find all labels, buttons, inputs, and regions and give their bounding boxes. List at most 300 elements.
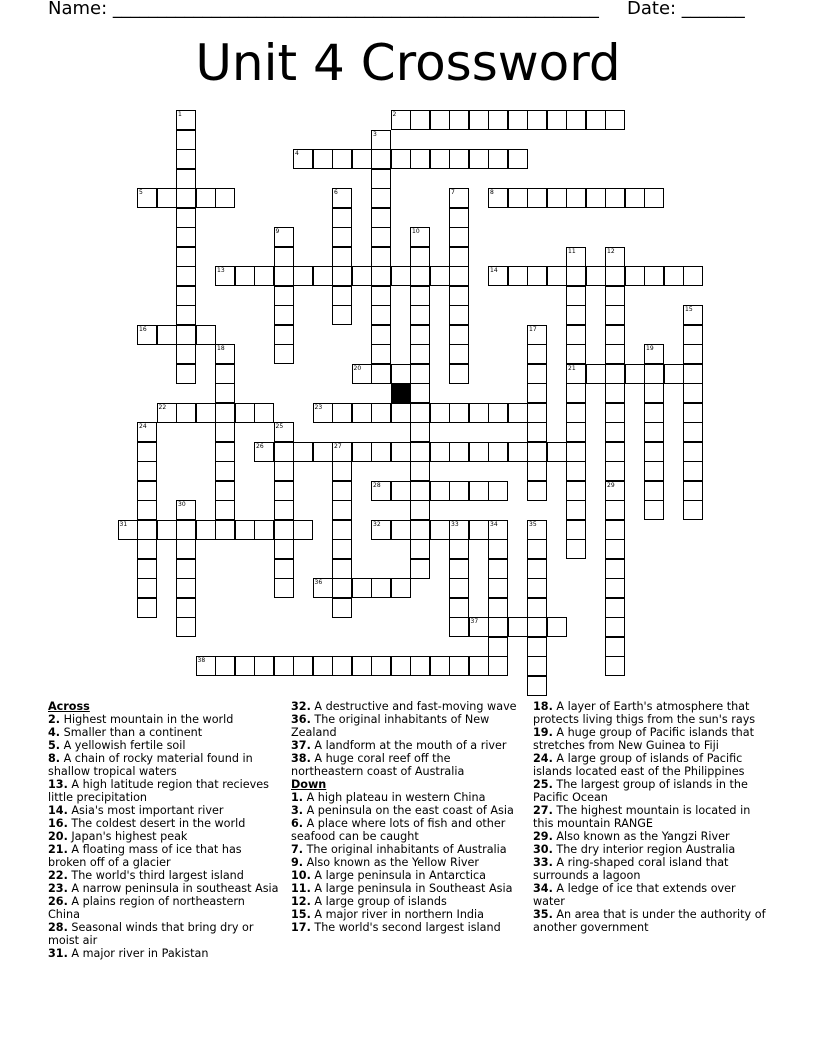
grid-cell[interactable] bbox=[410, 383, 430, 403]
grid-cell[interactable] bbox=[449, 481, 469, 501]
grid-cell[interactable] bbox=[527, 383, 547, 403]
grid-cell[interactable] bbox=[683, 442, 703, 462]
grid-cell[interactable] bbox=[176, 617, 196, 637]
grid-cell[interactable] bbox=[644, 364, 664, 384]
grid-cell[interactable] bbox=[235, 266, 255, 286]
grid-cell[interactable] bbox=[410, 520, 430, 540]
grid-cell[interactable] bbox=[430, 149, 450, 169]
grid-cell[interactable] bbox=[215, 500, 235, 520]
grid-cell[interactable] bbox=[410, 481, 430, 501]
grid-cell[interactable] bbox=[410, 305, 430, 325]
grid-cell[interactable] bbox=[605, 656, 625, 676]
grid-cell[interactable] bbox=[410, 149, 430, 169]
grid-cell[interactable] bbox=[215, 266, 235, 286]
grid-cell[interactable] bbox=[605, 559, 625, 579]
grid-cell[interactable] bbox=[488, 110, 508, 130]
grid-cell[interactable] bbox=[176, 598, 196, 618]
grid-cell[interactable] bbox=[332, 266, 352, 286]
grid-cell[interactable] bbox=[566, 364, 586, 384]
grid-cell[interactable] bbox=[215, 188, 235, 208]
grid-cell[interactable] bbox=[508, 403, 528, 423]
grid-cell[interactable] bbox=[176, 520, 196, 540]
grid-cell[interactable] bbox=[137, 598, 157, 618]
grid-cell[interactable] bbox=[332, 520, 352, 540]
grid-cell[interactable] bbox=[332, 539, 352, 559]
grid-cell[interactable] bbox=[410, 364, 430, 384]
grid-cell[interactable] bbox=[332, 500, 352, 520]
grid-cell[interactable] bbox=[332, 559, 352, 579]
grid-cell[interactable] bbox=[137, 578, 157, 598]
grid-cell[interactable] bbox=[449, 325, 469, 345]
grid-cell[interactable] bbox=[644, 188, 664, 208]
grid-cell[interactable] bbox=[176, 305, 196, 325]
grid-cell[interactable] bbox=[371, 227, 391, 247]
grid-cell[interactable] bbox=[176, 227, 196, 247]
grid-cell[interactable] bbox=[644, 481, 664, 501]
grid-cell[interactable] bbox=[605, 110, 625, 130]
grid-cell[interactable] bbox=[352, 578, 372, 598]
grid-cell[interactable] bbox=[644, 266, 664, 286]
grid-cell[interactable] bbox=[644, 403, 664, 423]
grid-cell[interactable] bbox=[430, 110, 450, 130]
grid-cell[interactable] bbox=[274, 500, 294, 520]
grid-cell[interactable] bbox=[137, 325, 157, 345]
grid-cell[interactable] bbox=[527, 344, 547, 364]
grid-cell[interactable] bbox=[215, 520, 235, 540]
grid-cell[interactable] bbox=[566, 520, 586, 540]
grid-cell[interactable] bbox=[449, 344, 469, 364]
grid-cell[interactable] bbox=[566, 266, 586, 286]
grid-cell[interactable] bbox=[469, 403, 489, 423]
grid-cell[interactable] bbox=[586, 364, 606, 384]
grid-cell[interactable] bbox=[527, 442, 547, 462]
grid-cell[interactable] bbox=[157, 520, 177, 540]
grid-cell[interactable] bbox=[508, 617, 528, 637]
grid-cell[interactable] bbox=[566, 247, 586, 267]
grid-cell[interactable] bbox=[371, 442, 391, 462]
grid-cell[interactable] bbox=[137, 481, 157, 501]
grid-cell[interactable] bbox=[488, 637, 508, 657]
grid-cell[interactable] bbox=[605, 305, 625, 325]
grid-cell[interactable] bbox=[527, 481, 547, 501]
grid-cell[interactable] bbox=[410, 539, 430, 559]
grid-cell[interactable] bbox=[410, 344, 430, 364]
grid-cell[interactable] bbox=[410, 325, 430, 345]
grid-cell[interactable] bbox=[332, 305, 352, 325]
grid-cell[interactable] bbox=[176, 169, 196, 189]
grid-cell[interactable] bbox=[488, 578, 508, 598]
grid-cell[interactable] bbox=[391, 442, 411, 462]
grid-cell[interactable] bbox=[410, 422, 430, 442]
grid-cell[interactable] bbox=[605, 598, 625, 618]
grid-cell[interactable] bbox=[605, 500, 625, 520]
grid-cell[interactable] bbox=[274, 656, 294, 676]
grid-cell[interactable] bbox=[215, 422, 235, 442]
grid-cell[interactable] bbox=[683, 344, 703, 364]
grid-cell[interactable] bbox=[449, 520, 469, 540]
grid-cell[interactable] bbox=[430, 442, 450, 462]
grid-cell[interactable] bbox=[683, 383, 703, 403]
grid-cell[interactable] bbox=[391, 110, 411, 130]
grid-cell[interactable] bbox=[332, 403, 352, 423]
grid-cell[interactable] bbox=[644, 344, 664, 364]
grid-cell[interactable] bbox=[469, 149, 489, 169]
grid-cell[interactable] bbox=[332, 656, 352, 676]
grid-cell[interactable] bbox=[566, 442, 586, 462]
grid-cell[interactable] bbox=[586, 110, 606, 130]
grid-cell[interactable] bbox=[605, 364, 625, 384]
grid-cell[interactable] bbox=[371, 520, 391, 540]
grid-cell[interactable] bbox=[254, 442, 274, 462]
grid-cell[interactable] bbox=[527, 598, 547, 618]
grid-cell[interactable] bbox=[371, 656, 391, 676]
grid-cell[interactable] bbox=[469, 656, 489, 676]
grid-cell[interactable] bbox=[371, 305, 391, 325]
grid-cell[interactable] bbox=[352, 149, 372, 169]
grid-cell[interactable] bbox=[488, 539, 508, 559]
grid-cell[interactable] bbox=[469, 110, 489, 130]
grid-cell[interactable] bbox=[215, 461, 235, 481]
grid-cell[interactable] bbox=[449, 403, 469, 423]
grid-cell[interactable] bbox=[644, 442, 664, 462]
grid-cell[interactable] bbox=[547, 617, 567, 637]
grid-cell[interactable] bbox=[566, 539, 586, 559]
name-field[interactable]: Name: ______________________________________________________ bbox=[48, 0, 599, 19]
grid-cell[interactable] bbox=[586, 188, 606, 208]
grid-cell[interactable] bbox=[430, 266, 450, 286]
grid-cell[interactable] bbox=[215, 403, 235, 423]
grid-cell[interactable] bbox=[449, 617, 469, 637]
grid-cell[interactable] bbox=[274, 247, 294, 267]
grid-cell[interactable] bbox=[683, 403, 703, 423]
grid-cell[interactable] bbox=[196, 656, 216, 676]
grid-cell[interactable] bbox=[274, 481, 294, 501]
grid-cell[interactable] bbox=[430, 520, 450, 540]
grid-cell[interactable] bbox=[683, 325, 703, 345]
grid-cell[interactable] bbox=[566, 305, 586, 325]
grid-cell[interactable] bbox=[274, 559, 294, 579]
grid-cell[interactable] bbox=[391, 656, 411, 676]
grid-cell[interactable] bbox=[332, 286, 352, 306]
grid-cell[interactable] bbox=[371, 481, 391, 501]
grid-cell[interactable] bbox=[235, 520, 255, 540]
grid-cell[interactable] bbox=[605, 286, 625, 306]
grid-cell[interactable] bbox=[391, 481, 411, 501]
grid-cell[interactable] bbox=[664, 364, 684, 384]
grid-cell[interactable] bbox=[683, 305, 703, 325]
grid-cell[interactable] bbox=[371, 208, 391, 228]
grid-cell[interactable] bbox=[547, 266, 567, 286]
grid-cell[interactable] bbox=[137, 520, 157, 540]
grid-cell[interactable] bbox=[566, 481, 586, 501]
grid-cell[interactable] bbox=[605, 539, 625, 559]
grid-cell[interactable] bbox=[176, 286, 196, 306]
grid-cell[interactable] bbox=[391, 403, 411, 423]
grid-cell[interactable] bbox=[410, 227, 430, 247]
grid-cell[interactable] bbox=[449, 149, 469, 169]
grid-cell[interactable] bbox=[371, 344, 391, 364]
grid-cell[interactable] bbox=[118, 520, 138, 540]
grid-cell[interactable] bbox=[605, 637, 625, 657]
grid-cell[interactable] bbox=[196, 325, 216, 345]
grid-cell[interactable] bbox=[449, 247, 469, 267]
grid-cell[interactable] bbox=[371, 188, 391, 208]
grid-cell[interactable] bbox=[644, 422, 664, 442]
grid-cell[interactable] bbox=[488, 656, 508, 676]
grid-cell[interactable] bbox=[430, 403, 450, 423]
grid-cell[interactable] bbox=[644, 461, 664, 481]
grid-cell[interactable] bbox=[488, 403, 508, 423]
grid-cell[interactable] bbox=[410, 110, 430, 130]
grid-cell[interactable] bbox=[605, 442, 625, 462]
grid-cell[interactable] bbox=[527, 403, 547, 423]
grid-cell[interactable] bbox=[527, 188, 547, 208]
grid-cell[interactable] bbox=[215, 344, 235, 364]
grid-cell[interactable] bbox=[391, 364, 411, 384]
grid-cell[interactable] bbox=[332, 247, 352, 267]
grid-cell[interactable] bbox=[274, 422, 294, 442]
grid-cell[interactable] bbox=[176, 403, 196, 423]
grid-cell[interactable] bbox=[449, 286, 469, 306]
grid-cell[interactable] bbox=[605, 617, 625, 637]
grid-cell[interactable] bbox=[313, 442, 333, 462]
grid-cell[interactable] bbox=[332, 149, 352, 169]
grid-cell[interactable] bbox=[274, 461, 294, 481]
grid-cell[interactable] bbox=[566, 110, 586, 130]
date-field[interactable]: Date: _______ bbox=[627, 0, 745, 19]
grid-cell[interactable] bbox=[274, 578, 294, 598]
grid-cell[interactable] bbox=[547, 188, 567, 208]
grid-cell[interactable] bbox=[508, 110, 528, 130]
grid-cell[interactable] bbox=[371, 169, 391, 189]
grid-cell[interactable] bbox=[215, 656, 235, 676]
grid-cell[interactable] bbox=[371, 266, 391, 286]
grid-cell[interactable] bbox=[352, 403, 372, 423]
grid-cell[interactable] bbox=[605, 422, 625, 442]
grid-cell[interactable] bbox=[215, 442, 235, 462]
grid-cell[interactable] bbox=[332, 481, 352, 501]
grid-cell[interactable] bbox=[274, 227, 294, 247]
grid-cell[interactable] bbox=[625, 364, 645, 384]
grid-cell[interactable] bbox=[137, 461, 157, 481]
grid-cell[interactable] bbox=[176, 130, 196, 150]
grid-cell[interactable] bbox=[410, 247, 430, 267]
grid-cell[interactable] bbox=[527, 676, 547, 696]
grid-cell[interactable] bbox=[566, 500, 586, 520]
grid-cell[interactable] bbox=[274, 344, 294, 364]
grid-cell[interactable] bbox=[137, 442, 157, 462]
grid-cell[interactable] bbox=[605, 578, 625, 598]
grid-cell[interactable] bbox=[488, 188, 508, 208]
grid-cell[interactable] bbox=[410, 286, 430, 306]
grid-cell[interactable] bbox=[176, 149, 196, 169]
grid-cell[interactable] bbox=[410, 559, 430, 579]
grid-cell[interactable] bbox=[449, 578, 469, 598]
grid-cell[interactable] bbox=[254, 266, 274, 286]
grid-cell[interactable] bbox=[449, 305, 469, 325]
grid-cell[interactable] bbox=[683, 461, 703, 481]
grid-cell[interactable] bbox=[391, 266, 411, 286]
grid-cell[interactable] bbox=[527, 325, 547, 345]
grid-cell[interactable] bbox=[449, 266, 469, 286]
grid-cell[interactable] bbox=[391, 149, 411, 169]
grid-cell[interactable] bbox=[488, 442, 508, 462]
grid-cell[interactable] bbox=[332, 208, 352, 228]
grid-cell[interactable] bbox=[254, 656, 274, 676]
grid-cell[interactable] bbox=[196, 403, 216, 423]
grid-cell[interactable] bbox=[235, 403, 255, 423]
grid-cell[interactable] bbox=[371, 578, 391, 598]
grid-cell[interactable] bbox=[176, 188, 196, 208]
grid-cell[interactable] bbox=[683, 481, 703, 501]
grid-cell[interactable] bbox=[196, 188, 216, 208]
grid-cell[interactable] bbox=[683, 364, 703, 384]
grid-cell[interactable] bbox=[371, 130, 391, 150]
grid-cell[interactable] bbox=[332, 461, 352, 481]
grid-cell[interactable] bbox=[605, 247, 625, 267]
grid-cell[interactable] bbox=[332, 442, 352, 462]
grid-cell[interactable] bbox=[157, 403, 177, 423]
grid-cell[interactable] bbox=[137, 188, 157, 208]
grid-cell[interactable] bbox=[664, 266, 684, 286]
grid-cell[interactable] bbox=[176, 208, 196, 228]
grid-cell[interactable] bbox=[157, 325, 177, 345]
grid-cell[interactable] bbox=[254, 520, 274, 540]
grid-cell[interactable] bbox=[469, 617, 489, 637]
grid-cell[interactable] bbox=[371, 247, 391, 267]
grid-cell[interactable] bbox=[605, 461, 625, 481]
grid-cell[interactable] bbox=[254, 403, 274, 423]
grid-cell[interactable] bbox=[410, 656, 430, 676]
grid-cell[interactable] bbox=[449, 539, 469, 559]
grid-cell[interactable] bbox=[566, 422, 586, 442]
grid-cell[interactable] bbox=[215, 383, 235, 403]
grid-cell[interactable] bbox=[293, 520, 313, 540]
grid-cell[interactable] bbox=[605, 266, 625, 286]
grid-cell[interactable] bbox=[508, 266, 528, 286]
grid-cell[interactable] bbox=[449, 364, 469, 384]
grid-cell[interactable] bbox=[527, 617, 547, 637]
grid-cell[interactable] bbox=[410, 442, 430, 462]
grid-cell[interactable] bbox=[527, 110, 547, 130]
grid-cell[interactable] bbox=[527, 656, 547, 676]
grid-cell[interactable] bbox=[605, 383, 625, 403]
grid-cell[interactable] bbox=[274, 325, 294, 345]
grid-cell[interactable] bbox=[137, 539, 157, 559]
grid-cell[interactable] bbox=[469, 481, 489, 501]
grid-cell[interactable] bbox=[488, 520, 508, 540]
grid-cell[interactable] bbox=[313, 656, 333, 676]
grid-cell[interactable] bbox=[410, 461, 430, 481]
grid-cell[interactable] bbox=[176, 247, 196, 267]
grid-cell[interactable] bbox=[274, 539, 294, 559]
grid-cell[interactable] bbox=[566, 461, 586, 481]
grid-cell[interactable] bbox=[293, 149, 313, 169]
grid-cell[interactable] bbox=[488, 617, 508, 637]
grid-cell[interactable] bbox=[566, 403, 586, 423]
grid-cell[interactable] bbox=[449, 442, 469, 462]
grid-cell[interactable] bbox=[371, 364, 391, 384]
grid-cell[interactable] bbox=[410, 500, 430, 520]
grid-cell[interactable] bbox=[605, 520, 625, 540]
grid-cell[interactable] bbox=[547, 110, 567, 130]
grid-cell[interactable] bbox=[605, 344, 625, 364]
grid-cell[interactable] bbox=[196, 520, 216, 540]
grid-cell[interactable] bbox=[488, 149, 508, 169]
grid-cell[interactable] bbox=[430, 481, 450, 501]
grid-cell[interactable] bbox=[332, 578, 352, 598]
grid-cell[interactable] bbox=[527, 461, 547, 481]
grid-cell[interactable] bbox=[527, 422, 547, 442]
grid-cell[interactable] bbox=[176, 559, 196, 579]
grid-cell[interactable] bbox=[176, 500, 196, 520]
grid-cell[interactable] bbox=[488, 481, 508, 501]
grid-cell[interactable] bbox=[391, 578, 411, 598]
grid-cell[interactable] bbox=[313, 403, 333, 423]
grid-cell[interactable] bbox=[371, 325, 391, 345]
grid-cell[interactable] bbox=[625, 188, 645, 208]
grid-cell[interactable] bbox=[488, 266, 508, 286]
grid-cell[interactable] bbox=[176, 266, 196, 286]
grid-cell[interactable] bbox=[488, 559, 508, 579]
grid-cell[interactable] bbox=[605, 403, 625, 423]
grid-cell[interactable] bbox=[332, 188, 352, 208]
grid-cell[interactable] bbox=[176, 539, 196, 559]
grid-cell[interactable] bbox=[176, 110, 196, 130]
grid-cell[interactable] bbox=[527, 559, 547, 579]
grid-cell[interactable] bbox=[274, 305, 294, 325]
grid-cell[interactable] bbox=[371, 286, 391, 306]
grid-cell[interactable] bbox=[527, 364, 547, 384]
grid-cell[interactable] bbox=[176, 325, 196, 345]
grid-cell[interactable] bbox=[683, 266, 703, 286]
grid-cell[interactable] bbox=[235, 656, 255, 676]
grid-cell[interactable] bbox=[313, 578, 333, 598]
grid-cell[interactable] bbox=[508, 442, 528, 462]
grid-cell[interactable] bbox=[274, 520, 294, 540]
grid-cell[interactable] bbox=[449, 598, 469, 618]
grid-cell[interactable] bbox=[566, 325, 586, 345]
grid-cell[interactable] bbox=[293, 442, 313, 462]
grid-cell[interactable] bbox=[215, 481, 235, 501]
grid-cell[interactable] bbox=[274, 442, 294, 462]
grid-cell[interactable] bbox=[176, 578, 196, 598]
grid-cell[interactable] bbox=[391, 520, 411, 540]
grid-cell[interactable] bbox=[449, 188, 469, 208]
grid-cell[interactable] bbox=[605, 188, 625, 208]
grid-cell[interactable] bbox=[683, 422, 703, 442]
grid-cell[interactable] bbox=[293, 656, 313, 676]
grid-cell[interactable] bbox=[644, 500, 664, 520]
grid-cell[interactable] bbox=[313, 149, 333, 169]
grid-cell[interactable] bbox=[527, 637, 547, 657]
grid-cell[interactable] bbox=[176, 344, 196, 364]
grid-cell[interactable] bbox=[566, 383, 586, 403]
grid-cell[interactable] bbox=[566, 344, 586, 364]
grid-cell[interactable] bbox=[527, 520, 547, 540]
grid-cell[interactable] bbox=[352, 266, 372, 286]
grid-cell[interactable] bbox=[215, 364, 235, 384]
grid-cell[interactable] bbox=[449, 559, 469, 579]
grid-cell[interactable] bbox=[410, 403, 430, 423]
grid-cell[interactable] bbox=[274, 286, 294, 306]
grid-cell[interactable] bbox=[488, 598, 508, 618]
grid-cell[interactable] bbox=[586, 266, 606, 286]
grid-cell[interactable] bbox=[449, 208, 469, 228]
grid-cell[interactable] bbox=[547, 442, 567, 462]
grid-cell[interactable] bbox=[410, 266, 430, 286]
grid-cell[interactable] bbox=[527, 539, 547, 559]
